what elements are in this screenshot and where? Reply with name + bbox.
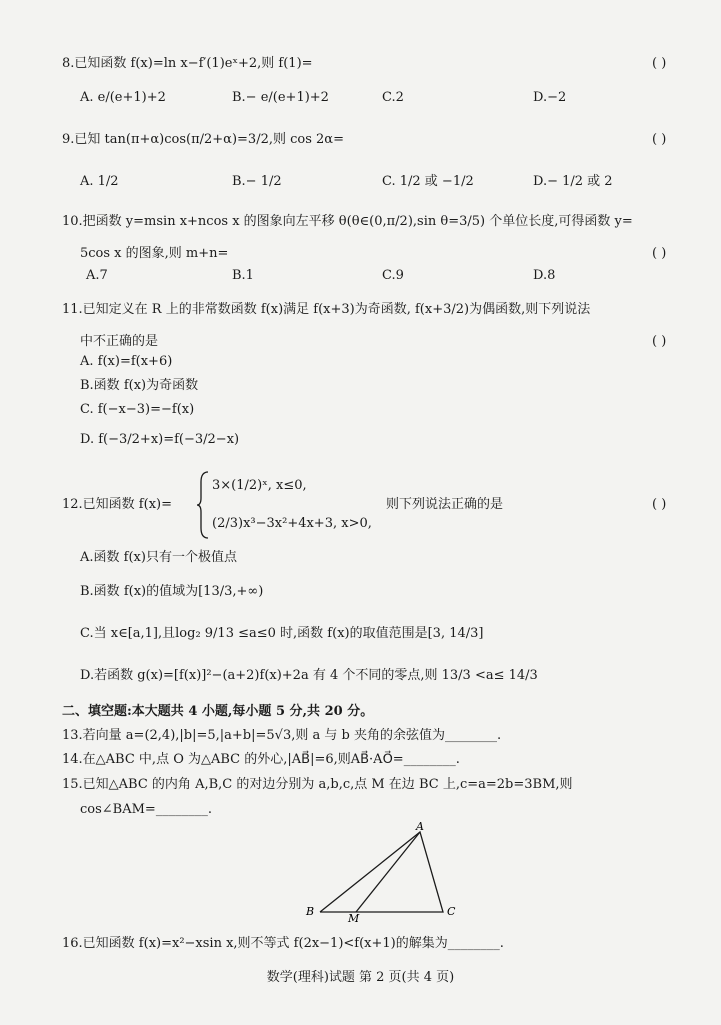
segment-am [356,832,420,912]
q10-option-d: D.8 [533,268,556,283]
q9-option-d: D.− 1/2 或 2 [533,174,613,189]
q12-piece-1: 3×(1/2)ˣ, x≤0, [212,478,307,493]
q12-piece-2: (2/3)x³−3x²+4x+3, x>0, [212,516,372,531]
q11-option-c: C. f(−x−3)=−f(x) [80,402,195,417]
q10-stem: 10.把函数 y=msin x+ncos x 的图象向左平移 θ(θ∈(0,π/2),sin θ=3/5) 个单位长度,可得函数 y= [62,214,633,229]
q10-option-c: C.9 [382,268,404,283]
q9-option-b: B.− 1/2 [232,174,282,189]
q13-text: 13.若向量 a=(2,4),|b|=5,|a+b|=5√3,则 a 与 b 夹角的余弦值为________. [62,728,502,743]
label-m: M [348,912,360,922]
q9-stem: 9.已知 tan(π+α)cos(π/2+α)=3/2,则 cos 2α= [62,132,344,147]
q11-option-a: A. f(x)=f(x+6) [80,354,173,369]
label-b: B [306,905,315,918]
q10-paren: ( ) [652,246,667,261]
q12-stem-tail: 则下列说法正确的是 [386,497,504,512]
q10-stem-cont: 5cos x 的图象,则 m+n= [80,246,229,261]
q9-option-a: A. 1/2 [80,174,119,189]
q9-paren: ( ) [652,132,667,147]
q14-text: 14.在△ABC 中,点 O 为△ABC 的外心,|AB⃗|=6,则AB⃗·AO⃗=________. [62,752,460,767]
q8-option-d: D.−2 [533,90,567,105]
q16-text: 16.已知函数 f(x)=x²−xsin x,则不等式 f(2x−1)<f(x+1)的解集为________. [62,936,504,951]
section-title-fill-in: 二、填空题:本大题共 4 小题,每小题 5 分,共 20 分。 [62,704,374,719]
page-footer: 数学(理科)试题 第 2 页(共 4 页) [266,970,455,985]
q12-paren: ( ) [652,497,667,512]
q12-option-b: B.函数 f(x)的值域为[13/3,+∞) [80,584,264,599]
q11-paren: ( ) [652,334,667,349]
q10-option-a: A.7 [86,268,108,283]
q15-line-1: 15.已知△ABC 的内角 A,B,C 的对边分别为 a,b,c,点 M 在边 BC 上,c=a=2b=3BM,则 [62,777,573,792]
q12-stem: 12.已知函数 f(x)= [62,497,172,512]
q11-stem: 11.已知定义在 R 上的非常数函数 f(x)满足 f(x+3)为奇函数, f(x+3/2)为偶函数,则下列说法 [62,302,591,317]
q15-line-2: cos∠BAM=________. [80,802,212,817]
q11-option-d: D. f(−3/2+x)=f(−3/2−x) [80,432,240,447]
q12-option-d: D.若函数 g(x)=[f(x)]²−(a+2)f(x)+2a 有 4 个不同的零点,则 13/3 <a≤ 14/3 [80,668,538,683]
triangle-abc [320,832,443,912]
q11-option-b: B.函数 f(x)为奇函数 [80,378,199,393]
q11-stem-cont: 中不正确的是 [80,334,159,349]
q8-paren: ( ) [652,56,667,71]
label-a: A [416,822,424,833]
q8-option-b: B.− e/(e+1)+2 [232,90,329,105]
label-c: C [447,905,456,918]
q10-option-b: B.1 [232,268,254,283]
q8-option-a: A. e/(e+1)+2 [80,90,166,105]
q8-option-c: C.2 [382,90,404,105]
q8-stem: 8.已知函数 f(x)=ln x−f′(1)eˣ+2,则 f(1)= [62,56,313,71]
triangle-figure [300,822,470,922]
q9-option-c: C. 1/2 或 −1/2 [382,174,474,189]
q12-option-c: C.当 x∈[a,1],且log₂ 9/13 ≤a≤0 时,函数 f(x)的取值范围是[3, 14/3] [80,626,484,641]
q12-option-a: A.函数 f(x)只有一个极值点 [80,550,237,565]
piecewise-brace-icon [196,470,210,540]
